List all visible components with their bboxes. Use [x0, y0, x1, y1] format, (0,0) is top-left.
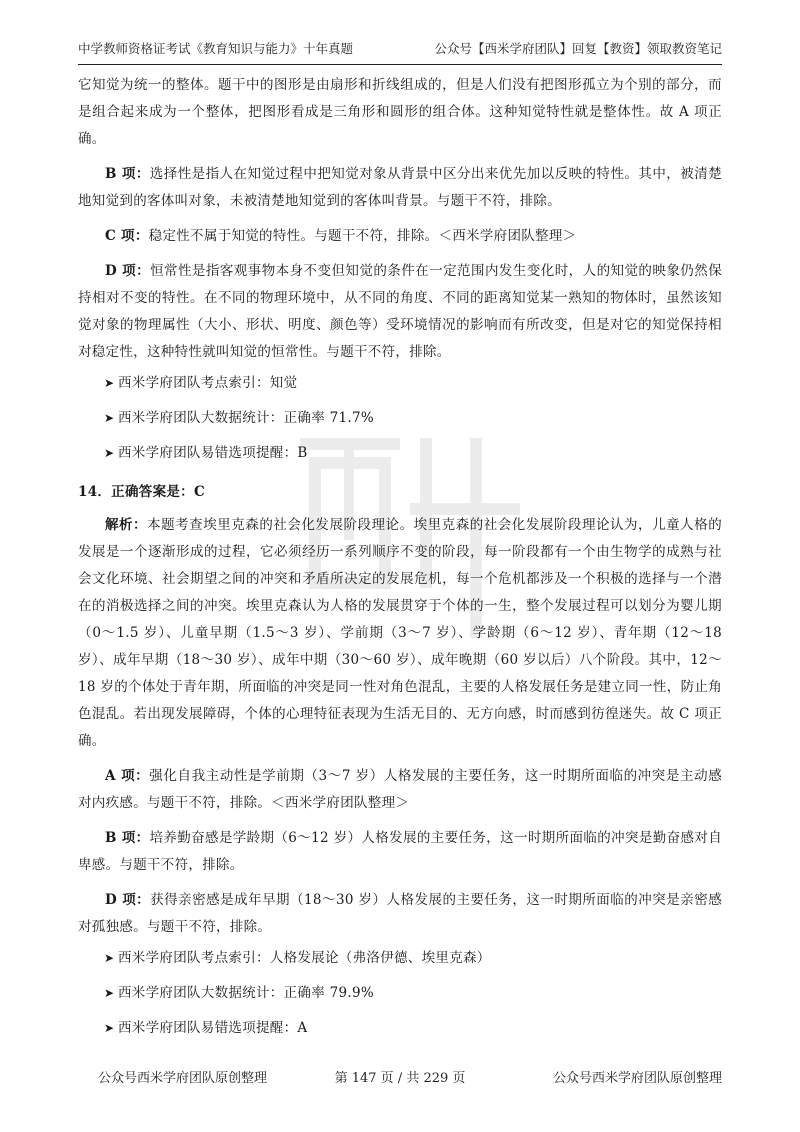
page-number: 第 147 页 / 共 229 页 — [334, 1071, 466, 1086]
list-item: ➤ 西米学府团队易错选项提醒：A — [104, 1020, 308, 1036]
list-item: ➤ 西米学府团队考点索引：知觉 — [104, 375, 298, 391]
option-a-explanation — [78, 763, 722, 817]
option-d-explanation — [78, 258, 722, 366]
arrow-bullet-icon: ➤ — [104, 376, 115, 390]
page-footer — [78, 1068, 722, 1092]
page-content — [78, 72, 722, 1054]
option-d-label: D 项： — [105, 263, 151, 279]
footer-right: 公众号西米学府团队原创整理 — [552, 1071, 722, 1086]
option-b-text-14: 培养勤奋感是学龄期（6～12 岁）人格发展的主要任务，这一时期所面临的冲突是勤奋感对自卑感。与题干不符，排除。 — [78, 830, 722, 873]
section13-notes — [78, 374, 722, 462]
arrow-bullet-icon: ➤ — [104, 446, 115, 460]
paragraph-continuation: 它知觉为统一的整体。题干中的图形是由扇形和折线组成的，但是人们没有把图形孤立为个别的部分，而是组合起来成为一个整体，把图形看成是三角形和圆形的组合体。这种知觉特性就是整体性。故 A 项正确。 — [78, 77, 722, 147]
list-item: ➤ 西米学府团队大数据统计：正确率 71.7% — [104, 410, 374, 426]
option-c-text: 稳定性不属于知觉的特性。与题干不符，排除。＜西米学府团队整理＞ — [148, 228, 577, 244]
arrow-bullet-icon: ➤ — [104, 986, 115, 1000]
arrow-bullet-icon: ➤ — [104, 1021, 115, 1035]
option-b-label: B 项： — [105, 166, 150, 182]
option-b-explanation-14 — [78, 825, 722, 879]
header-left-title: 中学教师资格证考试《教育知识与能力》十年真题 — [78, 41, 354, 56]
list-item: ➤ 西米学府团队考点索引：人格发展论（弗洛伊德、埃里克森） — [104, 950, 491, 966]
question-14-answer: 14．正确答案是：C — [78, 484, 206, 500]
arrow-bullet-icon: ➤ — [104, 411, 115, 425]
option-d-text-14: 获得亲密感是成年早期（18～30 岁）人格发展的主要任务，这一时期所面临的冲突是亲密感对孤独感。与题干不符，排除。 — [78, 892, 723, 935]
section14-notes — [78, 949, 722, 1037]
option-c-explanation — [78, 223, 722, 250]
header-right-note: 公众号【西米学府团队】回复【教资】领取教资笔记 — [434, 41, 722, 56]
option-a-label: A 项： — [105, 768, 150, 784]
analysis-label: 解析： — [105, 517, 148, 533]
option-b-explanation — [78, 161, 722, 215]
analysis-paragraph — [78, 512, 722, 755]
option-d-explanation-14 — [78, 887, 722, 941]
footer-left: 公众号西米学府团队原创整理 — [98, 1071, 268, 1086]
analysis-text: 本题考查埃里克森的社会化发展阶段理论。埃里克森的社会化发展阶段理论认为，儿童人格的发展是一个逐渐形成的过程，它必须经历一系列顺序不变的阶段，每一阶段都有一个由生物学的成熟与社会文化环境、社会期望之间的冲突和矛盾所决定的发展危机，每一个危机都涉及一个积极的选择与一个潜在的消极选择之间的冲突。埃里克森认为人格的发展贯穿于个体的一生，整个发展过程可以划分为婴儿期（0～1.5 岁）、儿童早期（1.5～3 岁）、学前期（3～7 岁）、学龄期（6～12 岁）、青年期（12～18 岁）、成年早期（18～30 岁）、成年中期（30～60 岁）、成年晚期（60 岁以后）八个阶段。其中，12～18 岁的个体处于青年期，所面临的冲突是同一性对角色混乱，主要的人格发展任务是建立同一性，防止角色混乱。若出现发展障碍，个体的心理特征表现为生活无目的、无方向感，时而感到彷徨迷失。故 C 项正确。 — [78, 517, 722, 749]
option-a-text: 强化自我主动性是学前期（3～7 岁）人格发展的主要任务，这一时期所面临的冲突是主动感对内疚感。与题干不符，排除。＜西米学府团队整理＞ — [78, 768, 723, 811]
option-b-text: 选择性是指人在知觉过程中把知觉对象从背景中区分出来优先加以反映的特性。其中，被清楚地知觉到的客体叫对象，未被清楚地知觉到的客体叫背景。与题干不符，排除。 — [78, 166, 722, 209]
list-item: ➤ 西米学府团队易错选项提醒：B — [104, 445, 308, 461]
list-item: ➤ 西米学府团队大数据统计：正确率 79.9% — [104, 985, 374, 1001]
option-c-label: C 项： — [105, 228, 149, 244]
option-b-label-14: B 项： — [105, 830, 150, 846]
option-d-label-14: D 项： — [105, 892, 151, 908]
page-header — [78, 38, 722, 65]
option-d-text: 恒常性是指客观事物本身不变但知觉的条件在一定范围内发生变化时，人的知觉的映象仍然保持相对不变的特性。在不同的物理环境中，从不同的角度、不同的距离知觉某一熟知的物体时，虽然该知觉对象的物理属性（大小、形状、明度、颜色等）受环境情况的影响而有所改变，但是对它的知觉保持相对稳定性，这种特性就叫知觉的恒常性。与题干不符，排除。 — [78, 263, 722, 360]
arrow-bullet-icon: ➤ — [104, 951, 115, 965]
